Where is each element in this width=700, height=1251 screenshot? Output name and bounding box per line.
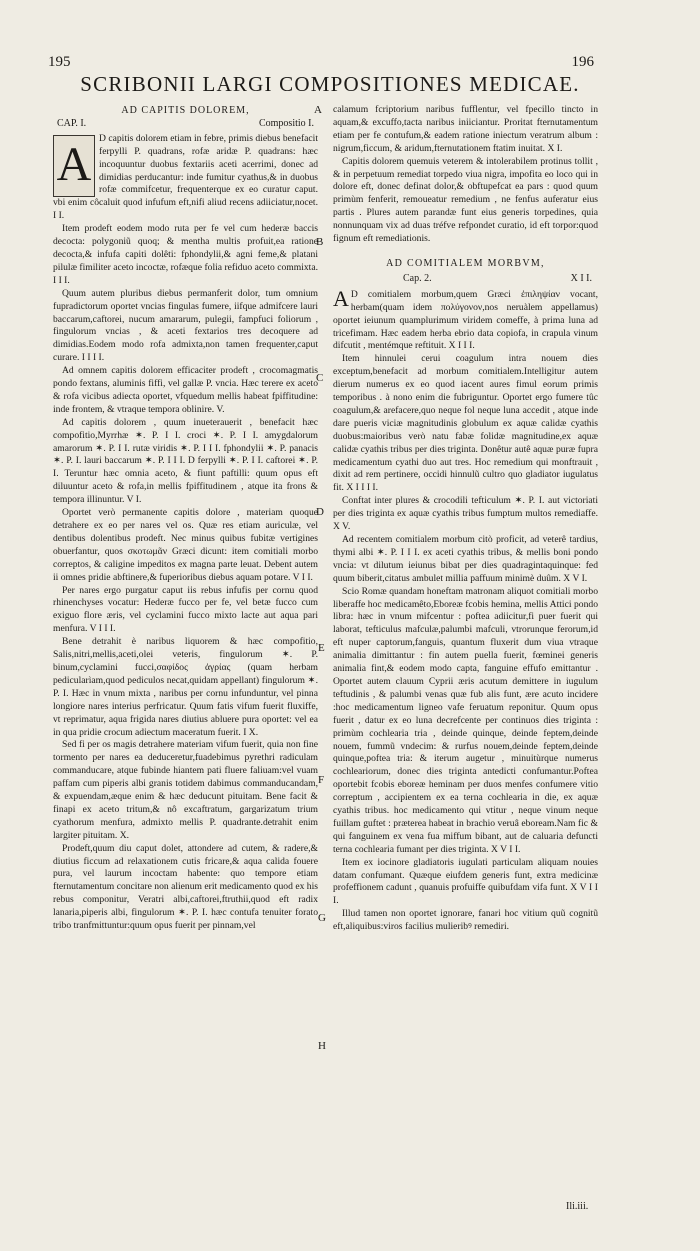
chapter-heading: AD COMITIALEM MORBVM,	[386, 257, 545, 269]
running-head: SCRIBONII LARGI COMPOSITIONES MEDICAE.	[80, 72, 580, 96]
paragraph: Per nares ergo purgatur caput iis rebus infufis per cornu quod rhinenchyses vocatur: Hederæ fucco per fe, vel betæ fucco cum exiguo flore æris, vel cyclamini fucco mixto lacte aut aqua pari menfura. V I I I.	[53, 584, 318, 635]
paragraph: calamum fcriptorium naribus fufflentur, vel fpecillo tincto in aquam,& excuffo,tacta naribus iniiciantur. Proritat fternutamentum etiam per fe contufum,& eadem ratione iniectum veratrum album : nigrum,ficcum, & aridum,fternutationem ftatim inuitat. X I.	[333, 104, 598, 154]
page-number-right: 196	[571, 54, 594, 70]
left-column	[53, 104, 318, 933]
chapter-heading: AD CAPITIS DOLOREM,	[121, 105, 250, 116]
paragraph: Item prodeft eodem modo ruta per fe vel cum hederæ baccis decocta: polygoniũ quoq; & mentha multis profuit,ea ratione decocta,& infufa capiti dolêti: fphondylii,& agni feme,& platani pilulæ fimiliter aceto incoctæ, rofæque folia refiduo aceto commixta. I I I.	[53, 223, 318, 286]
section-number: X I I.	[570, 272, 592, 284]
signature-mark: Ili.iii.	[566, 1201, 589, 1212]
right-column	[333, 104, 598, 934]
margin-letter-b: B	[316, 236, 324, 248]
margin-letter-e: E	[318, 642, 325, 654]
paragraph: Scio Romæ quandam honeftam matronam aliquot comitiali morbo liberaffe hoc medicamêto,Eboreæ fcobis hemina, mellis Attici pondo libra: hæc in vnum mifcentur : poftea adiicitur,fi puer fuerit qui laborat, tefticulus mafculæ,palumbi mafculi, vtrorunque ferorum,id eft nuper captorum,fanguis, quantum fluxerit dum viua vtraque animalia dimittantur : fin autem puella fuerit, fœminei generis animalia fint,& eodem modo capta, fanguine effufo emittantur . Oportet autem clauum Cyprii æris acutum demittere in iugulum teftudinis , & palumbi venas quæ fub alis funt, ære acuto incidere :hoc medicamentum ligneo vafe feruatum reponitur. Quum opus fuerit , datur ex eo luna decrefcente per continuos dies triginta : primùm cochlearia tria , deinde quinque, deinde feptem,deinde nouem, fummũ vndecim: & rurfus nouem,deinde feptem,deinde quinque,poftea tria: & iterum augetur , minuitùrque numerus cochleariorum, donec dies triginta antedicti confumantur.Poftea oportebit fcobis eboreæ heminam per duos menfes confumere vitio correptum , accipientem ex ea terna cochlearia in die, ex aquæ cyathis tribus. hoc medicamento qui vtitur , neque vinum neque fuillam guftet : præterea habeat in brachio veruâ eboream.Nam fic & qui fanguinem ex vena fua miffum bibant, aut de caluaria defuncti terna cochlearia fumant per dies triginta. X V I I.	[333, 585, 598, 855]
margin-letter-a: A	[314, 104, 322, 116]
chapter-number: CAP. I.	[57, 117, 87, 129]
chapter-number: Cap. 2.	[403, 272, 432, 284]
paragraph: D capitis dolorem etiam in febre, primis diebus benefacit ferpylli P. quadrans, rofæ aridæ P. quadrans: hæc incoquuntur duobus fextariis aceti acerrimi, donec ad dimidias perducantur: inde fumitur cyathus,& in duobus rofæ commifcetur, frequenterque ex eo curatur caput. vbi enim côcaluit quod infufum eft,nifi aliud recens adiiciatur,nocet. I I.	[53, 132, 318, 222]
composition-label: Compositio I.	[258, 117, 314, 129]
paragraph: Ad capitis dolorem , quum inueterauerit , benefacit hæc compofitio,Myrrhæ ✶. P. I I. croci ✶. P. I I. amygdalorum amarorum ✶. P. I I. rutæ viridis ✶. P. I I I. fphondylii ✶. P. panacis ✶. P. I. lauri baccarum ✶. P. I I I. D ferpylli ✶. P. I I. caftorei ✶. P. I. Teruntur hæc omnia aceto, & fiunt paftilli: quum opus eft diluuntur aceto & rofa,in mellis fpiffitudinem , atque ita frons & tempora illinuntur. V I.	[53, 416, 318, 506]
paragraph: Item hinnulei cerui coagulum intra nouem dies exceptum,benefacit ad morbum comitialem.Intelligitur autem dierum numerus ex eo quod iacent aures fimul eorum primis temporibus . à nono enim die fubriguntur. Oportet ergo fumere tûc coagulum,& arefacere,quo neque fol neque luna accedit , atque inde dare pueris viciæ magnitudinis globulum ex aquæ calidæ cyathis duobus:maioribus verò natu fabæ folidæ magnitudine,ex aquæ calidæ cyathis tribus per dies triginta. Donêtur autê aquæ puræ fupra medicamentum cyathi duo aut tres. Hoc remedium qui monftrauit , dixit ad rem pertinere, occidi hinnulũ cultro quo gladiator iugulatus fit. X I I I I.	[333, 353, 598, 494]
margin-letter-f: F	[318, 774, 325, 786]
paragraph: Capitis dolorem quemuis veterem & intolerabilem protinus tollit , & in perpetuum remediat torpedo viua nigra, impofita eo loco qui in dolore eft, donec definat dolor,& obftupefcat ea pars : quod quum primùm fenferit, remoueatur remedium , ne fenfus auferatur eius partis . Plures autem parandæ funt eius generis torpedines, quia nonnunquam vix ad duas tréfve refpondet curatio, id eft torpor:quod fignum eft remediationis.	[333, 155, 598, 245]
paragraph: Ad omnem capitis dolorem efficaciter prodeft , crocomagmatis pondo fextans, aluminis fiffi, vel gallæ P. vncia. Hæc terere ex aceto & rofa vicibus adiecta oportet, vfquedum mellis habeat fpiffitudine: inde frontem, & vtraque tempora oblinire. V.	[53, 365, 318, 415]
margin-letter-c: C	[316, 372, 324, 384]
paragraph: Illud tamen non oportet ignorare, fanari hoc vitium quũ cognitũ eft,aliquibus:viros facilius mulieribꝰ remediri.	[333, 908, 598, 933]
paragraph	[333, 285, 598, 354]
paragraph: Prodeft,quum diu caput dolet, attondere ad cutem, & radere,& diutius ficcum ad relaxationem cutis fricare,& aqua calida fouere pura, vel laurum incoctam habente: quo tempore etiam fternutamentum concitare non alienum erit medicamento quod ex his rebus componitur, Veratri albi,caftorei,ftruthii,quod eft radix lanaria,piperis albi, fingulorum ✶. P. I. hæc contufa tenuiter forato tribo tranfmittuntur:quum opus fuerit per pinnam,vel	[53, 842, 318, 932]
chapter-subheading	[333, 273, 598, 286]
paragraph-text: D comitialem morbum,quem Græci ἐπιληψίαν vocant, herbam(quam idem πολύγονον,nos neruàlem appellamus) oportet ieiunum quamplurimum viridem comeffe, à prima luna ad tricefimam. Hæc eadem herba ebrio data copiofa, in crapula vinum difcutit , mentémque reftituit. X I I I.	[333, 288, 598, 352]
paragraph: Oportet verò permanente capitis dolore , materiam quoque detrahere ex eo per nares vel os. Quæ res etiam auriculæ, vel dentibus dolentibus prodeft. Nec minus quibus fubitæ vertigines obuerfantur, quos σκοτωμᾶν Græci dicunt: item comitiali morbo correptos, & caligine impeditos ex magna parte leuat. Debent autem ii omnes pridie abftinere,& fuperioribus diebus aquam potare. V I I.	[53, 507, 318, 583]
chapter-subheading	[53, 118, 318, 131]
paragraph: Item ex iocinore gladiatoris iugulati particulam aliquam nouies datam confumant. Quæque eiufdem generis funt, extra medicinæ profeffionem cadunt , quanuis profuiffe quibufdam vifa funt. X V I I I.	[333, 856, 598, 907]
paragraph: Sed fi per os magis detrahere materiam vifum fuerit, quia non fine tormento per nares ea deduceretur,fuadebimus pyrethri radiculam commanducare, atque fubinde hiantem pati fluere faliuam:vel vuam paffam cum piperis albi granis totidem dabimus commanducandam, & expuendam,æque enim & hæc deducunt pituitam. Bene facit & finapi ex aceto tritum,& nô excaftratum, gargarizatum trium cyathorum menfura, admixto mellis P. quadrante.detrahit enim largiter pituitam. X.	[53, 739, 318, 841]
paragraph: Bene detrahit è naribus liquorem & hæc compofitio, Salis,nitri,mellis,aceti,olei veteris, fingulorum ✶. P. binum,cyclamini fucci,σαφίδος ἀγρίας (quam herbam pedicularìam,quod pediculos necat,quidam appellant) fingulorum ✶. P. I. Hæc in vnum mixta , naribus per cornu infunduntur, vel pinna longiore nares interius perfricatur. Quum fatis vifum fuerit fluxiffe, vt reprimatur, aqua frigida nares diutius abluere pura oportet: vel ea in qua pridie crocum adiectum maceratum fuerit. I X.	[53, 636, 318, 738]
paragraph: Ad recentem comitialem morbum citò proficit, ad veterê tardius, thymi albi ✶. P. I I I. ex aceti cyathis tribus, & mellis boni pondo vncia: vt dilutum ieiunus bibat per dies quadragintaquinque: fed quum biberit,citatus ambulet millia paffuum minimè duûm. X V I.	[333, 534, 598, 584]
initial-letter: A	[333, 285, 349, 311]
margin-letter-d: D	[316, 506, 324, 518]
paragraph: Quum autem pluribus diebus permanferit dolor, tum omnium fupradictorum oportet vncias fingulas fumere, iifque admifcere lauri baccarum,caftorei, nucum amararum, pulegii, fampfuci foliorum , fingulorum vncias , & aceti fextarios tres decoquere ad dimidias.Eodem modo rofa admixta,non tamen frequenter,caput curare. I I I I.	[53, 287, 318, 364]
decorated-initial: A	[53, 135, 95, 197]
page-number-left: 195	[48, 54, 71, 70]
margin-letter-h: H	[318, 1040, 326, 1052]
margin-letter-g: G	[318, 912, 326, 924]
paragraph: Conftat inter plures & crocodili tefticulum ✶. P. I. aut victoriati per dies triginta ex aquæ cyathis tribus fumptum multos remediaffe. X V.	[333, 495, 598, 533]
